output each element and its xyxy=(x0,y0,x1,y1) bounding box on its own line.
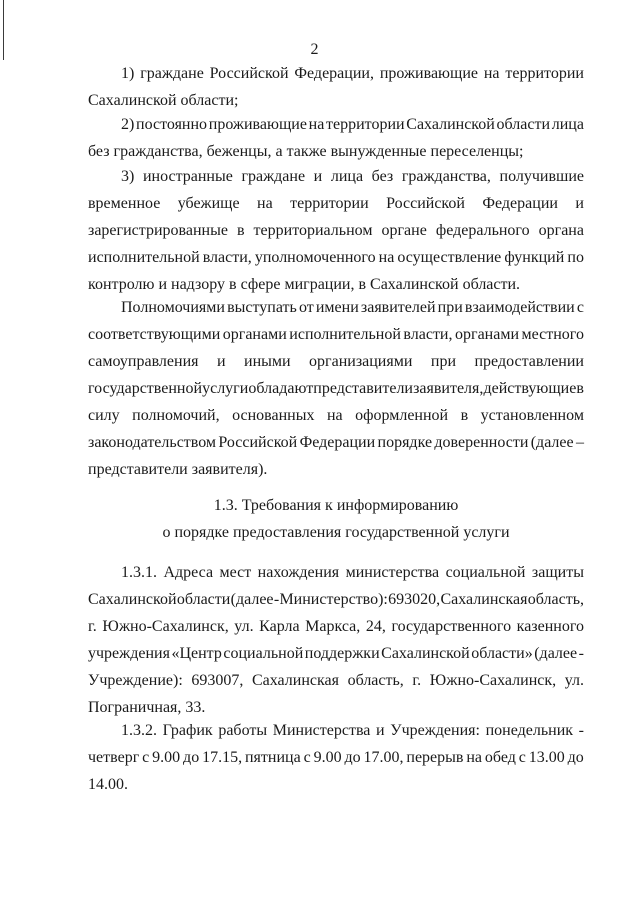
word: Адреса xyxy=(163,564,214,581)
list-item-3 xyxy=(88,163,584,298)
word: области xyxy=(176,591,231,608)
word: заявителей xyxy=(360,299,436,316)
word: Южно-Сахалинск, xyxy=(429,672,557,689)
word: и xyxy=(313,168,323,185)
word: 13.00 xyxy=(528,749,565,766)
word: Федерации xyxy=(299,434,376,451)
text-line xyxy=(88,244,584,271)
word: и xyxy=(216,353,226,370)
word: организациями xyxy=(309,353,413,370)
word: исполнительной xyxy=(289,326,401,343)
word: в xyxy=(236,222,245,239)
word: перерыв xyxy=(406,749,464,766)
word: взаимодействии xyxy=(464,299,575,316)
word: ул. xyxy=(564,672,584,689)
word: услуги xyxy=(202,380,249,397)
word: уполномоченного xyxy=(254,249,376,266)
text-line xyxy=(88,717,584,744)
word: нахождения xyxy=(257,564,340,581)
word: законодательством xyxy=(88,434,217,451)
word: с xyxy=(303,749,311,766)
word: государственной xyxy=(88,380,203,397)
word: полномочий, xyxy=(132,407,220,424)
section-heading xyxy=(88,492,584,546)
word: органе xyxy=(381,222,427,239)
text-line xyxy=(88,429,584,456)
word: четверг xyxy=(88,749,140,766)
word: при xyxy=(430,353,457,370)
word: на xyxy=(308,116,325,133)
word: Российской xyxy=(209,65,289,82)
text-line xyxy=(88,321,584,348)
word: 693007, xyxy=(191,672,244,689)
word: Министерства xyxy=(272,722,371,739)
word: 1.3.1. xyxy=(121,564,157,581)
text-line xyxy=(88,586,584,613)
text-line: 14.00. xyxy=(88,776,128,793)
text-line: Пограничная, 33. xyxy=(88,699,206,716)
paragraph-1-3-2 xyxy=(88,717,584,798)
word: до xyxy=(183,749,200,766)
word: - xyxy=(578,645,584,662)
word: области» xyxy=(471,645,533,662)
text-line xyxy=(88,640,584,667)
word: осуществление xyxy=(397,249,502,266)
text-line xyxy=(88,744,584,771)
word: (далее xyxy=(534,645,578,662)
word: Федерации xyxy=(482,195,558,212)
word: с xyxy=(142,749,150,766)
word: Сахалинская xyxy=(440,591,528,608)
word: органами xyxy=(222,326,287,343)
word: защиты xyxy=(531,564,584,581)
word: с xyxy=(576,299,584,316)
word: и xyxy=(376,722,385,739)
word: территориальном xyxy=(253,222,373,239)
word: область, xyxy=(527,591,584,608)
text-line xyxy=(88,667,584,694)
word: на xyxy=(466,749,483,766)
word: до xyxy=(567,749,584,766)
word: на xyxy=(378,249,395,266)
word: силу xyxy=(88,407,120,424)
text-line xyxy=(88,559,584,586)
word: Сахалинской xyxy=(381,645,470,662)
word: граждане xyxy=(241,168,306,185)
word: г. xyxy=(412,672,422,689)
text-line xyxy=(88,348,584,375)
word: Южно-Сахалинск, xyxy=(102,618,229,635)
page-number: 2 xyxy=(310,41,319,58)
text-line xyxy=(88,190,584,217)
word: 693020, xyxy=(388,591,441,608)
word: гражданства, xyxy=(401,168,491,185)
word: доверенности xyxy=(434,434,529,451)
text-line xyxy=(88,111,584,138)
word: порядке xyxy=(377,434,433,451)
word: 9.00 xyxy=(313,749,342,766)
word: Министерство): xyxy=(279,591,388,608)
word: установленном xyxy=(480,407,584,424)
word: заявителя, xyxy=(413,380,484,397)
word: социальной xyxy=(223,645,304,662)
word: - xyxy=(273,591,280,608)
word: Сахалинской xyxy=(406,116,495,133)
word: убежище xyxy=(177,195,240,212)
word: Полномочиями xyxy=(121,299,225,316)
text-line xyxy=(88,163,584,190)
word: без xyxy=(371,168,394,185)
word: лица xyxy=(551,116,584,133)
word: временное xyxy=(88,195,161,212)
text-line xyxy=(88,613,584,640)
word: 1) xyxy=(121,65,135,82)
word: иностранные xyxy=(142,168,233,185)
word: Сахалинская xyxy=(251,672,339,689)
word: министерства xyxy=(345,564,440,581)
word: поддержки xyxy=(304,645,380,662)
word: на xyxy=(483,65,500,82)
word: территории xyxy=(326,116,405,133)
word: «Центр xyxy=(171,645,222,662)
word: пятница xyxy=(244,749,301,766)
word: мест xyxy=(219,564,252,581)
word: График xyxy=(162,722,213,739)
word: действующие xyxy=(483,380,577,397)
word: исполнительной xyxy=(88,249,200,266)
word: до xyxy=(344,749,361,766)
section-heading-line: о порядке предоставления государственной услуги xyxy=(162,524,510,541)
word: понедельник xyxy=(485,722,574,739)
word: при xyxy=(437,299,463,316)
word: социальной xyxy=(445,564,526,581)
word: получившие xyxy=(499,168,584,185)
text-line xyxy=(88,60,584,87)
word: в xyxy=(576,380,584,397)
word: лица xyxy=(330,168,364,185)
word: на xyxy=(326,407,343,424)
word: Маркса, xyxy=(305,618,361,635)
word: органа xyxy=(538,222,584,239)
text-line xyxy=(88,294,584,321)
word: оформленной xyxy=(355,407,449,424)
word: функций xyxy=(504,249,565,266)
word: проживающие xyxy=(208,116,307,133)
word: местного xyxy=(521,326,584,343)
word: ул. xyxy=(234,618,254,635)
word: власти, xyxy=(403,326,453,343)
text-line: Сахалинской области; xyxy=(88,92,239,109)
word: зарегистрированные xyxy=(88,222,228,239)
paragraph-1-3-1 xyxy=(88,559,584,721)
word: Российской xyxy=(386,195,465,212)
word: г. xyxy=(88,618,97,635)
word: территории xyxy=(290,195,369,212)
word: проживающие xyxy=(379,65,478,82)
word: власти, xyxy=(202,249,252,266)
word: Российской xyxy=(218,434,298,451)
word: область, xyxy=(347,672,404,689)
word: и xyxy=(575,195,584,212)
word: постоянно xyxy=(136,116,208,133)
word: иными xyxy=(244,353,291,370)
text-line: представители заявителя). xyxy=(88,461,268,478)
word: по xyxy=(567,249,584,266)
list-item-1 xyxy=(88,60,584,114)
word: представители xyxy=(313,380,413,397)
word: территории xyxy=(505,65,584,82)
word: Сахалинской xyxy=(88,591,177,608)
word: 1.3.2. xyxy=(121,722,157,739)
list-item-2 xyxy=(88,111,584,165)
word: предоставлении xyxy=(474,353,584,370)
word: в xyxy=(460,407,469,424)
word: (далее xyxy=(530,434,574,451)
text-line: контролю и надзору в сфере миграции, в Сахалинской области. xyxy=(88,276,521,293)
word: учреждения xyxy=(88,645,170,662)
word: – xyxy=(575,434,584,451)
word: самоуправления xyxy=(88,353,199,370)
word: 17.00, xyxy=(363,749,404,766)
text-line xyxy=(88,217,584,244)
word: государственного xyxy=(391,618,512,635)
word: Учреждения: xyxy=(390,722,480,739)
word: основанных xyxy=(232,407,315,424)
word: обед xyxy=(484,749,516,766)
word: с xyxy=(518,749,526,766)
word: имени xyxy=(315,299,359,316)
word: 17.15, xyxy=(202,749,243,766)
representatives-paragraph xyxy=(88,294,584,483)
word: работы xyxy=(218,722,268,739)
word: 9.00 xyxy=(152,749,181,766)
text-line: без гражданства, беженцы, а также вынужденные переселенцы; xyxy=(88,143,524,160)
word: органами xyxy=(455,326,520,343)
word: Федерации, xyxy=(294,65,374,82)
word: 2) xyxy=(121,116,135,133)
word: - xyxy=(578,722,584,739)
word: 3) xyxy=(121,168,135,185)
word: соответствующими xyxy=(88,326,221,343)
word: области xyxy=(496,116,551,133)
section-heading-line: 1.3. Требования к информированию xyxy=(213,497,459,514)
word: от xyxy=(298,299,314,316)
word: на xyxy=(257,195,273,212)
text-line xyxy=(88,375,584,402)
text-line xyxy=(88,402,584,429)
word: 24, xyxy=(365,618,386,635)
word: граждане xyxy=(140,65,204,82)
word: казенного xyxy=(516,618,584,635)
word: обладают xyxy=(248,380,314,397)
word: федерального xyxy=(435,222,530,239)
word: выступать xyxy=(227,299,297,316)
word: Учреждение): xyxy=(88,672,183,689)
word: Карла xyxy=(259,618,300,635)
word: (далее xyxy=(230,591,274,608)
